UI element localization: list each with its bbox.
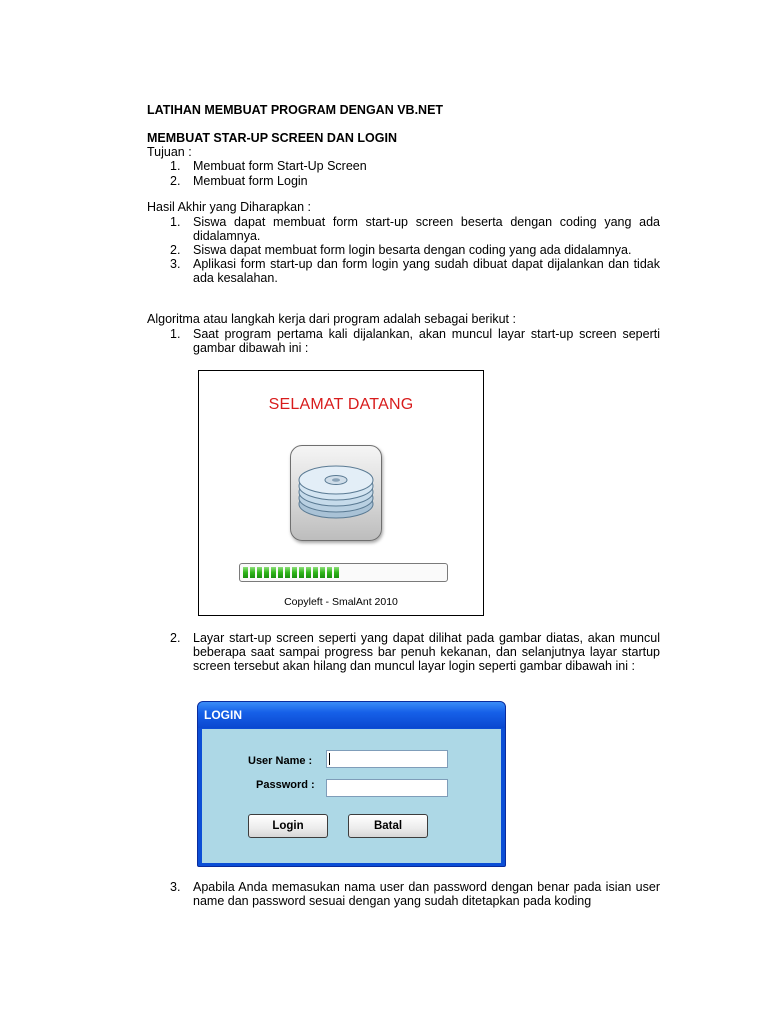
tujuan-item-text: Membuat form Login	[193, 174, 308, 188]
progress-segment	[278, 567, 283, 578]
hasil-item-text: Aplikasi form start-up dan form login yang sudah dibuat dapat dijalankan dan tidak ada kesalahan.	[193, 257, 660, 285]
username-label: User Name :	[248, 755, 313, 767]
password-input[interactable]	[326, 779, 448, 797]
hasil-item-text: Siswa dapat membuat form start-up screen beserta dengan coding yang ada didalamnya.	[193, 215, 660, 243]
login-window-title: LOGIN	[204, 708, 242, 722]
tujuan-item-number: 1.	[170, 159, 181, 173]
cancel-button[interactable]: Batal	[348, 814, 428, 838]
copyright-text: Copyleft - SmalAnt 2010	[284, 596, 398, 608]
step-number: 1.	[170, 327, 181, 341]
progress-bar	[239, 563, 448, 582]
progress-segment	[292, 567, 297, 578]
progress-segment	[250, 567, 255, 578]
hasil-item-number: 3.	[170, 257, 181, 271]
text-caret	[329, 753, 330, 765]
progress-segment	[299, 567, 304, 578]
progress-segment	[285, 567, 290, 578]
hasil-label: Hasil Akhir yang Diharapkan :	[147, 200, 311, 214]
password-label: Password :	[256, 779, 315, 791]
step-number: 2.	[170, 631, 181, 645]
step-text: Apabila Anda memasukan nama user dan password dengan benar pada isian user name dan password sesuai dengan yang sudah ditetapkan pada koding	[193, 880, 660, 908]
welcome-text: SELAMAT DATANG	[268, 396, 414, 413]
progress-segment	[313, 567, 318, 578]
tujuan-item-number: 2.	[170, 174, 181, 188]
progress-segment	[264, 567, 269, 578]
document-title: LATIHAN MEMBUAT PROGRAM DENGAN VB.NET	[147, 103, 444, 117]
login-client-area	[202, 729, 501, 863]
hasil-item-text: Siswa dapat membuat form login besarta dengan coding yang ada didalamnya.	[193, 243, 632, 257]
tujuan-item-text: Membuat form Start-Up Screen	[193, 159, 367, 173]
login-button[interactable]: Login	[248, 814, 328, 838]
progress-segment	[243, 567, 248, 578]
cd-stack-icon	[290, 445, 382, 541]
step-text: Layar start-up screen seperti yang dapat dilihat pada gambar diatas, akan muncul beberapa saat sampai progress bar penuh kekanan, dan selanjutnya layar startup screen tersebut akan hilang dan muncul layar login seperti gambar dibawah ini :	[193, 631, 660, 673]
tujuan-label: Tujuan :	[147, 145, 192, 159]
progress-segment	[327, 567, 332, 578]
progress-segment	[334, 567, 339, 578]
login-titlebar[interactable]	[198, 702, 505, 728]
username-input[interactable]	[326, 750, 448, 768]
document-subtitle: MEMBUAT STAR-UP SCREEN DAN LOGIN	[147, 131, 397, 145]
step-number: 3.	[170, 880, 181, 894]
progress-fill	[243, 567, 339, 578]
progress-segment	[306, 567, 311, 578]
hasil-item-number: 2.	[170, 243, 181, 257]
progress-segment	[320, 567, 325, 578]
step-text: Saat program pertama kali dijalankan, akan muncul layar start-up screen seperti gambar dibawah ini :	[193, 327, 660, 355]
progress-segment	[257, 567, 262, 578]
login-window	[197, 701, 506, 867]
startup-screen-figure	[198, 370, 484, 616]
progress-segment	[271, 567, 276, 578]
hasil-item-number: 1.	[170, 215, 181, 229]
algoritma-intro: Algoritma atau langkah kerja dari program adalah sebagai berikut :	[147, 312, 516, 326]
